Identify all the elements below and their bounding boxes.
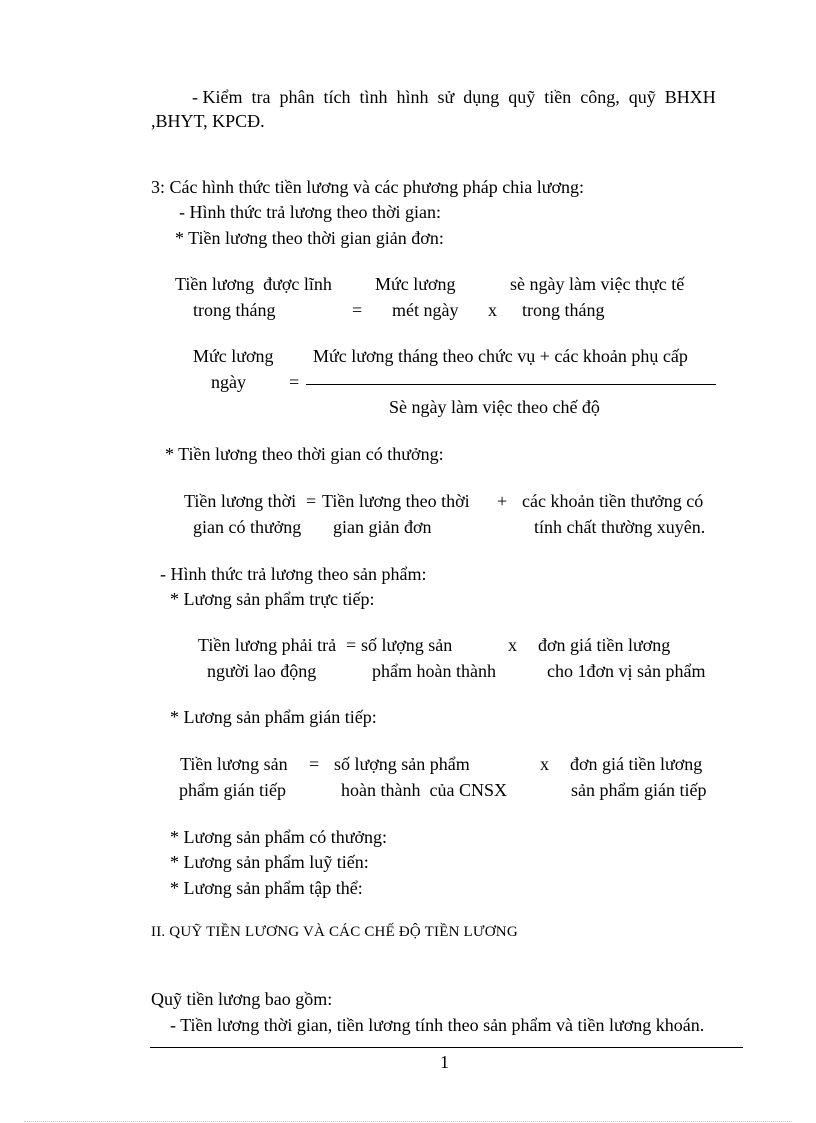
- bonus-time-heading: * Tiền lương theo thời gian có thưởng:: [165, 444, 444, 464]
- formula1-times: x: [488, 300, 497, 320]
- formula1-equals: =: [352, 300, 363, 320]
- intro-line-1: - Kiểm tra phân tích tình hình sử dụng quỹ tiền công, quỹ BHXH: [192, 87, 716, 107]
- page-number: 1: [440, 1052, 449, 1072]
- product-form-heading: - Hình thức trả lương theo sản phẩm:: [160, 564, 427, 584]
- formula4-lhs-line2: người lao động: [207, 661, 317, 681]
- formula5-times: x: [540, 754, 549, 774]
- formula4-lhs-line1: Tiền lương phải trả: [198, 635, 337, 655]
- formula3-term2-line2: tính chất thường xuyên.: [534, 517, 706, 537]
- formula4-equals: =: [346, 635, 357, 655]
- formula2-lhs-line1: Mức lương: [193, 346, 274, 366]
- direct-product-heading: * Lương sản phẩm trực tiếp:: [170, 589, 375, 609]
- footer-divider: [150, 1047, 743, 1048]
- formula2-lhs-line2: ngày: [211, 372, 246, 392]
- section-3-heading: 3: Các hình thức tiền lương và các phương pháp chia lương:: [151, 177, 584, 197]
- formula1-term1-line1: Mức lương: [375, 274, 456, 294]
- fraction-bar: [306, 384, 716, 385]
- formula5-term2-line2: sản phẩm gián tiếp: [571, 780, 707, 800]
- formula1-term1-line2: mét ngày: [392, 300, 459, 320]
- formula2-numerator: Mức lương tháng theo chức vụ + các khoản phụ cấp: [313, 346, 688, 366]
- formula1-lhs-line1: Tiền lương được lĩnh: [175, 274, 332, 294]
- list-item: * Lương sản phẩm tập thể:: [170, 878, 363, 898]
- formula2-denominator: Sè ngày làm việc theo chế độ: [389, 397, 600, 417]
- formula4-times: x: [508, 635, 517, 655]
- formula3-term1-line1: Tiền lương theo thời: [322, 491, 470, 511]
- formula3-lhs-line1: Tiền lương thời: [184, 491, 297, 511]
- formula5-term2-line1: đơn giá tiền lương: [570, 754, 703, 774]
- formula1-term2-line1: sè ngày làm việc thực tế: [510, 274, 685, 294]
- indirect-product-heading: * Lương sản phẩm gián tiếp:: [170, 707, 377, 727]
- time-form-heading: - Hình thức trả lương theo thời gian:: [179, 202, 442, 222]
- formula4-term2-line2: cho 1đơn vị sản phẩm: [547, 661, 706, 681]
- fund-item-1: - Tiền lương thời gian, tiền lương tính theo sản phẩm và tiền lương khoán.: [170, 1015, 705, 1035]
- formula4-term1-line1: số lượng sản: [361, 635, 453, 655]
- formula1-term2-line2: trong tháng: [522, 300, 605, 320]
- page-edge-divider: [24, 1121, 792, 1122]
- formula5-term1-line2: hoàn thành của CNSX: [341, 780, 507, 800]
- formula3-lhs-line2: gian có thưởng: [193, 517, 302, 537]
- formula2-equals: =: [289, 372, 300, 392]
- formula3-plus: +: [497, 491, 508, 511]
- formula5-equals: =: [309, 754, 320, 774]
- formula3-term2-line1: các khoản tiền thưởng có: [522, 491, 704, 511]
- formula5-lhs-line1: Tiền lương sản: [180, 754, 288, 774]
- list-item: * Lương sản phẩm có thưởng:: [170, 827, 388, 847]
- intro-line-2: ,BHYT, KPCĐ.: [151, 111, 265, 131]
- formula5-term1-line1: số lượng sản phẩm: [334, 754, 470, 774]
- list-item: * Lương sản phẩm luỹ tiến:: [170, 852, 369, 872]
- formula1-lhs-line2: trong tháng: [193, 300, 276, 320]
- formula5-lhs-line2: phẩm gián tiếp: [179, 780, 286, 800]
- formula4-term1-line2: phẩm hoàn thành: [372, 661, 496, 681]
- formula3-equals: =: [306, 491, 317, 511]
- section-2-heading: II. QUỸ TIỀN LƯƠNG VÀ CÁC CHẾ ĐỘ TIỀN LƯƠNG: [151, 924, 518, 940]
- formula3-term1-line2: gian giản đơn: [333, 517, 432, 537]
- fund-intro: Quỹ tiền lương bao gồm:: [151, 989, 333, 1009]
- simple-time-heading: * Tiền lương theo thời gian giản đơn:: [175, 228, 444, 248]
- formula4-term2-line1: đơn giá tiền lương: [538, 635, 671, 655]
